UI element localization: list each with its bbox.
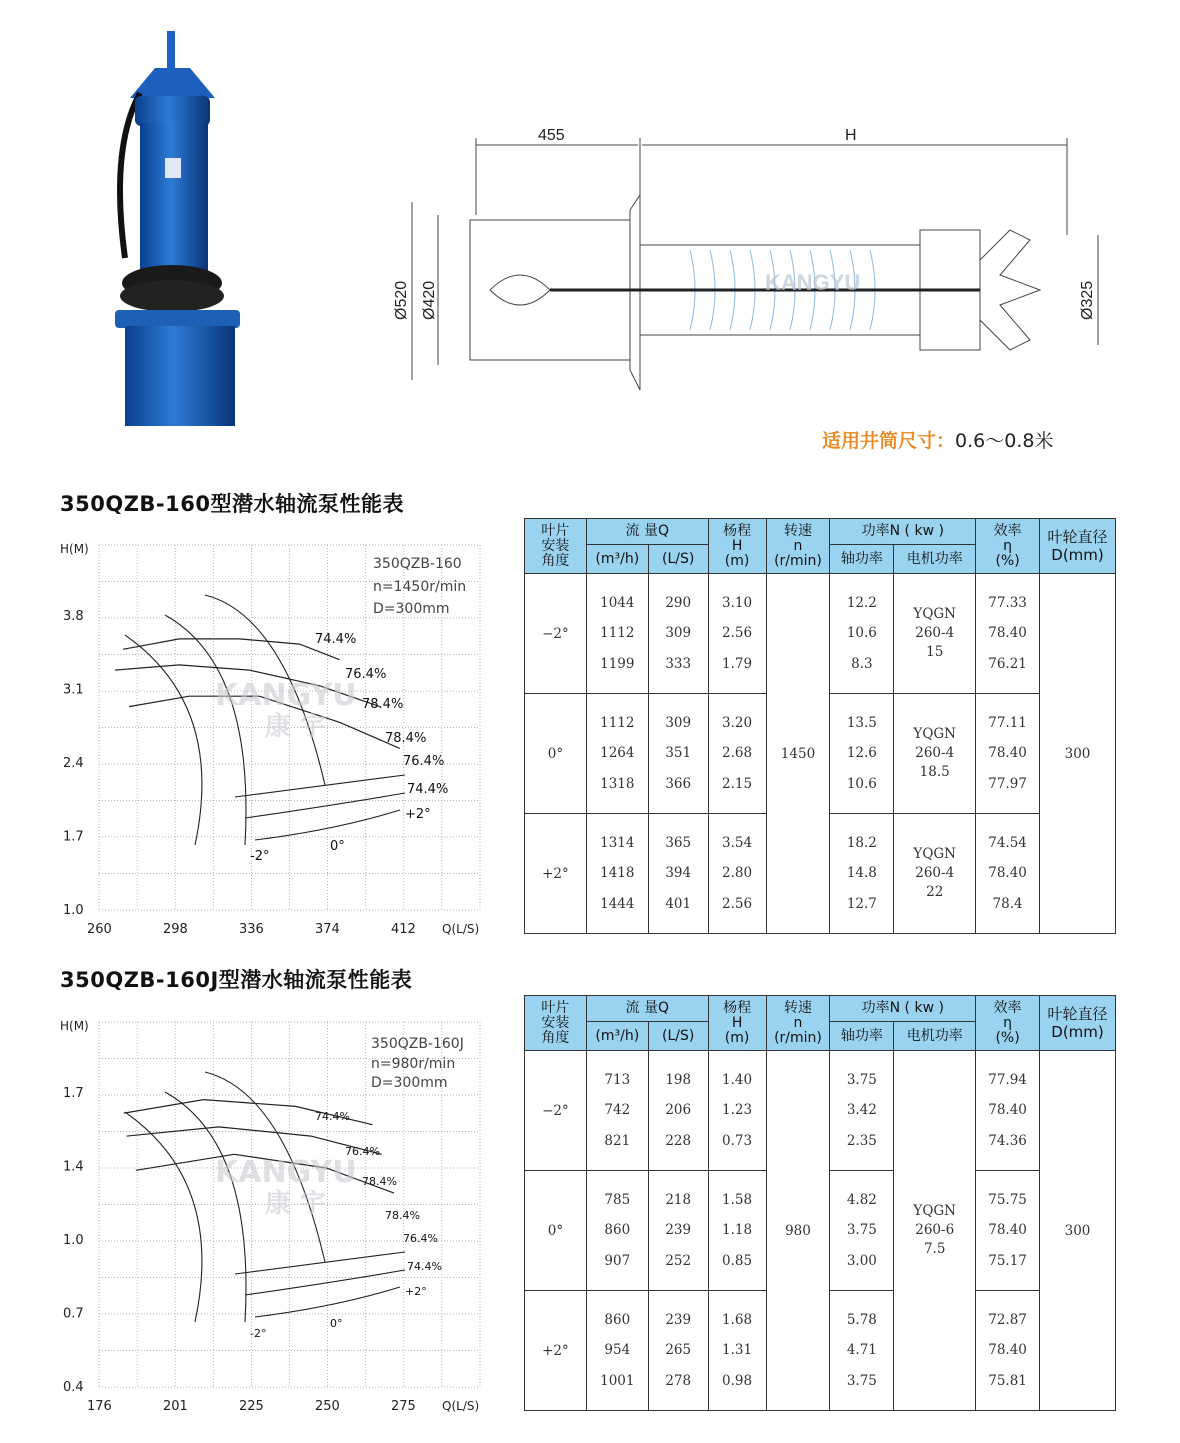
y-tick-label: 1.7 — [63, 829, 84, 845]
th-speed: 转速 n (r/min) — [766, 519, 830, 574]
chart-watermark: KANGYU — [215, 678, 357, 713]
x-tick-label: 374 — [315, 922, 340, 937]
shaft-power-cell: 18.2 14.8 12.7 — [830, 814, 894, 934]
head-cell: 3.20 2.68 2.15 — [708, 694, 766, 814]
angle-label: 0° — [330, 839, 345, 854]
th-flow-ls: (L/S) — [648, 1022, 708, 1051]
section-1-title: 350QZB-160型潜水轴流泵性能表 — [60, 492, 404, 516]
y-tick-label: 3.8 — [63, 609, 84, 624]
angle-cell: 0° — [525, 1171, 587, 1291]
shaft-power-cell: 12.2 10.6 8.3 — [830, 574, 894, 694]
y-tick-label: 1.4 — [63, 1159, 84, 1175]
efficiency-curve — [235, 1252, 405, 1274]
y-tick-label: 0.4 — [63, 1380, 84, 1395]
th-angle: 叶片 安装 角度 — [525, 519, 587, 574]
flow-ls-cell: 198 206 228 — [648, 1051, 708, 1171]
chart-2-info-2: n=980r/min — [371, 1056, 456, 1072]
well-size — [822, 426, 1053, 453]
efficiency-curve — [245, 1270, 405, 1295]
shaft-power-cell: 5.78 4.71 3.75 — [830, 1291, 894, 1411]
dim-h: H — [845, 127, 857, 144]
efficiency-label: 78.4% — [385, 731, 427, 746]
y-tick-label: 2.4 — [63, 756, 84, 771]
angle-curve — [165, 615, 246, 845]
flow-ls-cell: 290 309 333 — [648, 574, 708, 694]
dimension-drawing — [390, 120, 1110, 390]
th-power: 功率N ( kw ) — [830, 996, 976, 1022]
flow-m3-cell: 1044 1112 1199 — [586, 574, 648, 694]
th-flow: 流 量Q — [586, 519, 708, 545]
th-dia: 叶轮直径 D(mm) — [1040, 519, 1116, 574]
efficiency-curve — [245, 793, 405, 818]
angle-label: 0° — [330, 1317, 343, 1330]
th-flow: 流 量Q — [586, 996, 708, 1022]
chart-1-info-2: n=1450r/min — [373, 579, 467, 595]
th-power: 功率N ( kw ) — [830, 519, 976, 545]
head-cell: 1.68 1.31 0.98 — [708, 1291, 766, 1411]
th-head: 杨程 H (m) — [708, 519, 766, 574]
chart-watermark-cn: 康 宇 — [265, 1189, 327, 1219]
angle-label: -2° — [250, 849, 270, 864]
x-tick-label: 260 — [87, 922, 112, 937]
flow-ls-cell: 218 239 252 — [648, 1171, 708, 1291]
motor-cell: YQGN 260-4 22 — [894, 814, 976, 934]
efficiency-label: 74.4% — [407, 1260, 442, 1273]
th-dia: 叶轮直径 D(mm) — [1040, 996, 1116, 1051]
th-speed: 转速 n (r/min) — [766, 996, 830, 1051]
head-cell: 1.58 1.18 0.85 — [708, 1171, 766, 1291]
x-tick-label: 275 — [391, 1399, 416, 1414]
angle-label: -2° — [250, 1327, 267, 1340]
y-tick-label: 1.0 — [63, 1233, 84, 1248]
motor-cell: YQGN 260-6 7.5 — [894, 1051, 976, 1411]
head-cell: 1.40 1.23 0.73 — [708, 1051, 766, 1171]
chart-1-ylabel: H(M) — [60, 542, 89, 556]
flow-m3-cell: 1314 1418 1444 — [586, 814, 648, 934]
efficiency-label: 74.4% — [315, 632, 357, 647]
eff-cell: 77.33 78.40 76.21 — [976, 574, 1040, 694]
y-tick-label: 0.7 — [63, 1306, 84, 1322]
eff-cell: 72.87 78.40 75.81 — [976, 1291, 1040, 1411]
efficiency-label: 78.4% — [362, 697, 404, 712]
th-shaft: 轴功率 — [830, 1022, 894, 1051]
series-line — [123, 639, 340, 660]
efficiency-label: 76.4% — [345, 667, 387, 682]
angle-cell: 0° — [525, 694, 587, 814]
flow-m3-cell: 1112 1264 1318 — [586, 694, 648, 814]
chart-1-info-1: 350QZB-160 — [373, 556, 462, 572]
efficiency-label: 76.4% — [403, 1232, 438, 1245]
perf-table-2 — [524, 995, 1116, 1411]
chart-watermark-cn: 康 宇 — [265, 712, 327, 742]
pump-photo — [100, 28, 260, 433]
eff-cell: 74.54 78.40 78.4 — [976, 814, 1040, 934]
speed-cell: 980 — [766, 1051, 830, 1411]
efficiency-label: 78.4% — [362, 1175, 397, 1188]
speed-cell: 1450 — [766, 574, 830, 934]
efficiency-curve — [235, 775, 405, 797]
y-tick-label: 1.7 — [63, 1086, 84, 1101]
y-tick-label: 3.1 — [63, 682, 84, 698]
chart-1 — [55, 535, 495, 945]
head-cell: 3.54 2.80 2.56 — [708, 814, 766, 934]
efficiency-label: 76.4% — [345, 1145, 380, 1158]
flow-m3-cell: 860 954 1001 — [586, 1291, 648, 1411]
series-line — [127, 1127, 382, 1154]
x-tick-label: 412 — [391, 922, 416, 937]
chart-2-info-3: D=300mm — [371, 1075, 448, 1091]
chart-1-labels — [63, 609, 448, 937]
eff-cell: 77.11 78.40 77.97 — [976, 694, 1040, 814]
th-eff: 效率 η (%) — [976, 996, 1040, 1051]
head-cell: 3.10 2.56 1.79 — [708, 574, 766, 694]
flow-m3-cell: 785 860 907 — [586, 1171, 648, 1291]
chart-1-curves — [115, 595, 405, 845]
th-flow-m3: (m³/h) — [586, 1022, 648, 1051]
th-flow-m3: (m³/h) — [586, 545, 648, 574]
flow-ls-cell: 309 351 366 — [648, 694, 708, 814]
chart-1-info-3: D=300mm — [373, 601, 450, 617]
table-row — [525, 574, 1116, 694]
angle-label: +2° — [405, 807, 431, 822]
chart-2-ylabel: H(M) — [60, 1019, 89, 1033]
dim-455: 455 — [538, 127, 565, 144]
dim-325: Ø325 — [1079, 280, 1096, 320]
dia-cell: 300 — [1040, 574, 1116, 934]
angle-curve — [125, 1112, 202, 1322]
x-tick-label: 176 — [87, 1399, 112, 1414]
eff-cell: 77.94 78.40 74.36 — [976, 1051, 1040, 1171]
dim-420: Ø420 — [421, 280, 438, 320]
angle-curve — [165, 1092, 246, 1322]
flow-ls-cell: 239 265 278 — [648, 1291, 708, 1411]
th-angle: 叶片 安装 角度 — [525, 996, 587, 1051]
efficiency-label: 74.4% — [407, 782, 449, 797]
th-flow-ls: (L/S) — [648, 545, 708, 574]
efficiency-label: 76.4% — [403, 754, 445, 769]
shaft-power-cell: 3.75 3.42 2.35 — [830, 1051, 894, 1171]
x-tick-label: 298 — [163, 922, 188, 937]
th-head: 杨程 H (m) — [708, 996, 766, 1051]
perf-table-1 — [524, 518, 1116, 934]
angle-cell: −2° — [525, 574, 587, 694]
efficiency-label: 78.4% — [385, 1209, 420, 1222]
drawing-watermark: KANGYU — [765, 270, 861, 295]
flow-ls-cell: 365 394 401 — [648, 814, 708, 934]
x-tick-label: 201 — [163, 1399, 188, 1414]
th-motor: 电机功率 — [894, 1022, 976, 1051]
th-eff: 效率 η (%) — [976, 519, 1040, 574]
th-shaft: 轴功率 — [830, 545, 894, 574]
eff-cell: 75.75 78.40 75.17 — [976, 1171, 1040, 1291]
section-2-title: 350QZB-160J型潜水轴流泵性能表 — [60, 968, 413, 992]
x-tick-label: 250 — [315, 1399, 340, 1414]
well-size-label: 适用井筒尺寸： — [822, 430, 956, 452]
chart-2-xlabel: Q(L/S) — [442, 1399, 480, 1413]
angle-cell: −2° — [525, 1051, 587, 1171]
chart-watermark: KANGYU — [215, 1155, 357, 1190]
chart-2-labels — [63, 1086, 442, 1414]
flow-m3-cell: 713 742 821 — [586, 1051, 648, 1171]
y-tick-label: 1.0 — [63, 903, 84, 918]
angle-label: +2° — [405, 1285, 427, 1298]
well-size-value: 0.6～0.8米 — [955, 430, 1054, 452]
table-row — [525, 1051, 1116, 1171]
shaft-power-cell: 13.5 12.6 10.6 — [830, 694, 894, 814]
angle-cell: +2° — [525, 1291, 587, 1411]
shaft-power-cell: 4.82 3.75 3.00 — [830, 1171, 894, 1291]
th-motor: 电机功率 — [894, 545, 976, 574]
chart-2-info-1: 350QZB-160J — [371, 1036, 464, 1052]
motor-cell: YQGN 260-4 15 — [894, 574, 976, 694]
dia-cell: 300 — [1040, 1051, 1116, 1411]
dim-520: Ø520 — [393, 280, 410, 320]
chart-1-xlabel: Q(L/S) — [442, 922, 480, 936]
x-tick-label: 225 — [239, 1399, 264, 1414]
angle-cell: +2° — [525, 814, 587, 934]
chart-2 — [55, 1012, 495, 1422]
x-tick-label: 336 — [239, 922, 264, 937]
efficiency-label: 74.4% — [315, 1110, 350, 1123]
motor-cell: YQGN 260-4 18.5 — [894, 694, 976, 814]
